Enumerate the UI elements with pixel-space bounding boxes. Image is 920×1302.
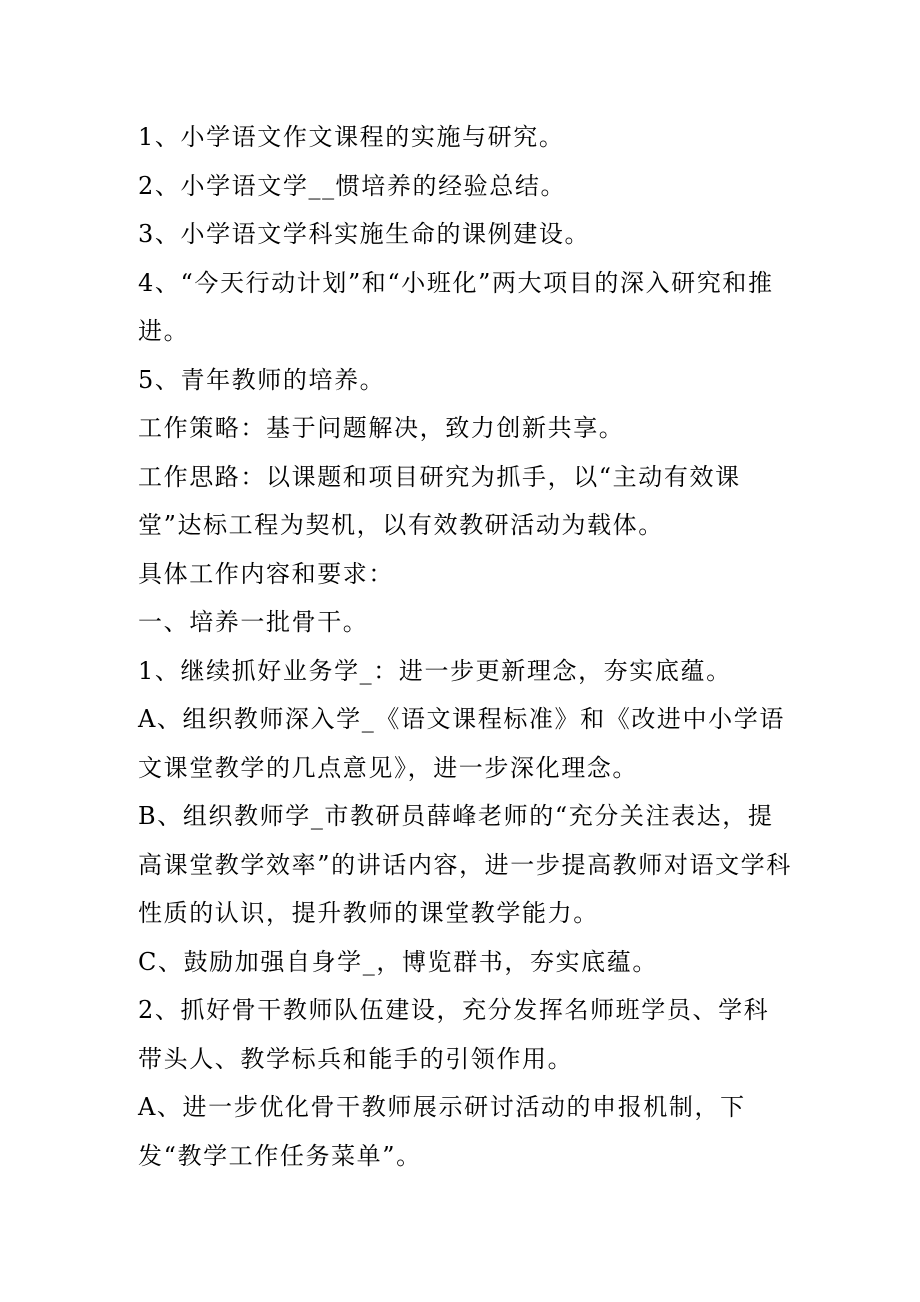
item-4-two-projects: 4、“今天行动计划”和“小班化”两大项目的深入研究和推进。	[138, 268, 774, 345]
subitem-c-self-study: C、鼓励加强自身学_，博览群书，夯实底蕴。	[138, 947, 658, 976]
subitem-1-professional-study: 1、继续抓好业务学_：进一步更新理念，夯实底蕴。	[138, 656, 732, 685]
document-body	[138, 113, 793, 1180]
section-1-heading: 一、培养一批骨干。	[138, 608, 369, 636]
subitem-a-task-menu: A、进一步优化骨干教师展示研讨活动的申报机制，下发“教学工作任务菜单”。	[138, 1093, 746, 1170]
item-2-habit-training: 2、小学语文学__惯培养的经验总结。	[138, 171, 567, 200]
work-strategy: 工作策略：基于问题解决，致力创新共享。	[138, 414, 625, 442]
item-1-composition-course: 1、小学语文作文课程的实施与研究。	[138, 123, 565, 151]
work-approach: 工作思路：以课题和项目研究为抓手，以“主动有效课堂”达标工程为契机，以有效教研活动为载体。	[138, 462, 741, 539]
subitem-a-curriculum-standards: A、组织教师深入学_《语文课程标准》和《改进中小学语文课堂教学的几点意见》，进一步深化理念。	[138, 705, 785, 782]
item-3-lesson-case-building: 3、小学语文学科实施生命的课例建设。	[138, 220, 591, 248]
subitem-2-backbone-team: 2、抓好骨干教师队伍建设，充分发挥名师班学员、学科带头人、教学标兵和能手的引领作用。	[138, 996, 770, 1073]
section-heading-requirements: 具体工作内容和要求：	[138, 559, 394, 588]
item-5-young-teachers: 5、青年教师的培养。	[138, 365, 386, 394]
subitem-b-speech-study: B、组织教师学_市教研员薛峰老师的“充分关注表达，提高课堂教学效率”的讲话内容，进一步提高教师对语文学科性质的认识，提升教师的课堂教学能力。	[138, 802, 792, 927]
